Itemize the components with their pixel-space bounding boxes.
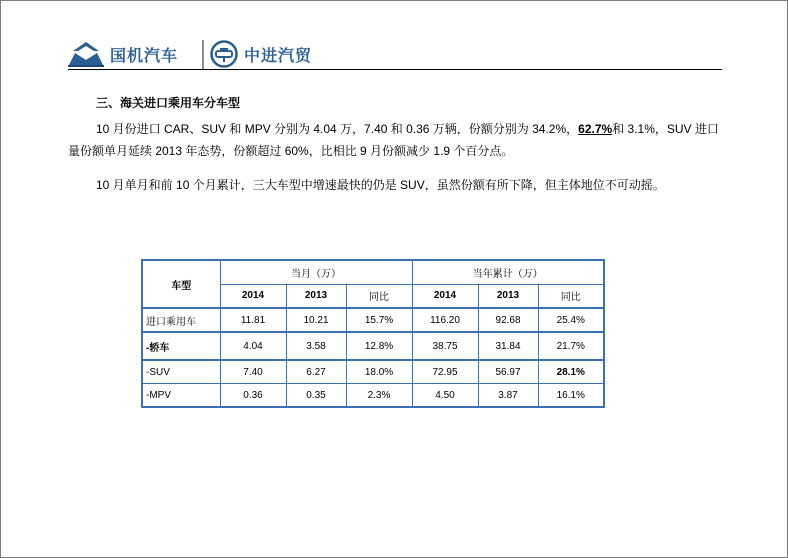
sinomach-logo-icon <box>68 40 104 68</box>
subheader-cell: 2014 <box>412 284 478 308</box>
subheader-cell: 同比 <box>346 284 412 308</box>
table-cell: 3.58 <box>286 332 346 360</box>
table-cell: 3.87 <box>478 384 538 408</box>
paragraph-1-highlight: 62.7% <box>578 122 613 136</box>
header-group-month: 当月（万） <box>220 260 412 284</box>
cntic-logo <box>210 40 312 68</box>
subheader-cell: 2014 <box>220 284 286 308</box>
table-row <box>142 384 604 408</box>
import-vehicle-type-table <box>141 259 605 408</box>
table-cell: 7.40 <box>220 360 286 384</box>
table-cell: 116.20 <box>412 308 478 332</box>
table-cell: 4.50 <box>412 384 478 408</box>
page-header <box>68 38 722 72</box>
table-cell: 56.97 <box>478 360 538 384</box>
row-label: -轿车 <box>142 332 220 360</box>
subheader-cell: 2013 <box>478 284 538 308</box>
row-label: 进口乘用车 <box>142 308 220 332</box>
table-cell: 4.04 <box>220 332 286 360</box>
row-label: -MPV <box>142 384 220 408</box>
logo-separator <box>202 40 204 70</box>
table-cell: 38.75 <box>412 332 478 360</box>
paragraph-1-text-b: 和 3.1%，SUV 进口量份额单月延续 2013 年态势，份额超过 60%，比相比 9 月份额减少 1.9 个百分点。 <box>68 122 719 158</box>
table-cell: 0.35 <box>286 384 346 408</box>
header-vehicle-type: 车型 <box>142 260 220 308</box>
logo-right-text: 中进汽贸 <box>244 47 313 65</box>
header-rule <box>68 69 722 70</box>
table-header-row <box>142 260 604 284</box>
table-row <box>142 360 604 384</box>
subheader-cell: 同比 <box>538 284 604 308</box>
paragraph-1 <box>68 118 722 162</box>
subheader-cell: 2013 <box>286 284 346 308</box>
table-cell: 28.1% <box>538 360 604 384</box>
row-label: -SUV <box>142 360 220 384</box>
section-title: 三、海关进口乘用车分车型 <box>96 96 241 110</box>
sinomach-logo <box>68 40 178 68</box>
logo-left-text: 国机汽车 <box>110 47 179 65</box>
cntic-logo-icon <box>210 40 238 68</box>
header-group-ytd: 当年累计（万） <box>412 260 604 284</box>
table-cell: 18.0% <box>346 360 412 384</box>
table-row <box>142 308 604 332</box>
table-cell: 25.4% <box>538 308 604 332</box>
table-row <box>142 332 604 360</box>
table-cell: 72.95 <box>412 360 478 384</box>
table-cell: 2.3% <box>346 384 412 408</box>
paragraph-1-text-a: 10 月份进口 CAR、SUV 和 MPV 分别为 4.04 万，7.40 和 0.36 万辆，份额分别为 34.2%， <box>96 122 579 136</box>
table-cell: 21.7% <box>538 332 604 360</box>
table-cell: 16.1% <box>538 384 604 408</box>
table-cell: 15.7% <box>346 308 412 332</box>
table-cell: 6.27 <box>286 360 346 384</box>
table-cell: 11.81 <box>220 308 286 332</box>
paragraph-2: 10 月单月和前 10 个月累计，三大车型中增速最快的仍是 SUV，虽然份额有所下降，但主体地位不可动摇。 <box>96 178 665 192</box>
table-cell: 12.8% <box>346 332 412 360</box>
table-cell: 0.36 <box>220 384 286 408</box>
table-cell: 31.84 <box>478 332 538 360</box>
table-cell: 92.68 <box>478 308 538 332</box>
table-cell: 10.21 <box>286 308 346 332</box>
